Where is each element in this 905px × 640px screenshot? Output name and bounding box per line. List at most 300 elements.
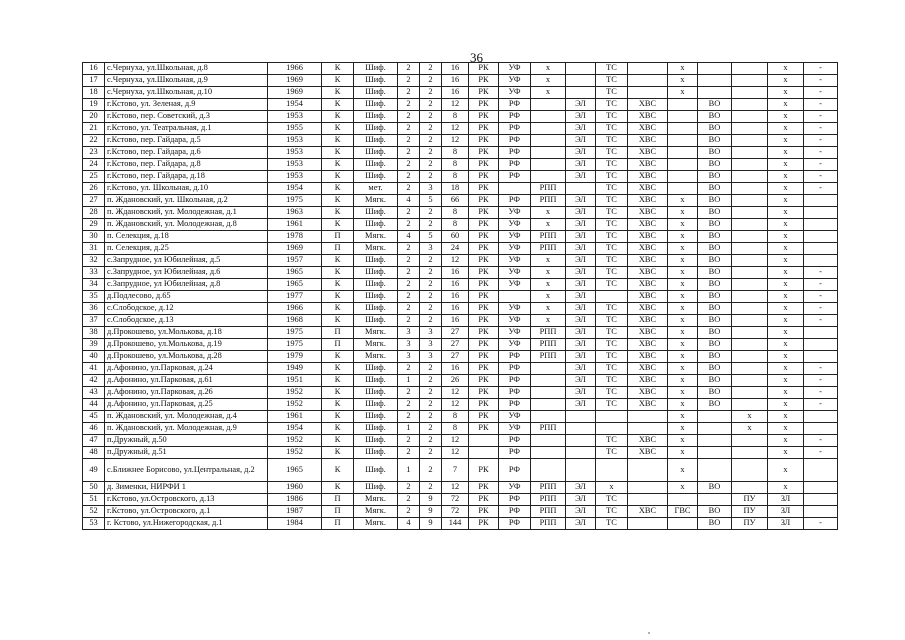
cell-col-gvs-x: х <box>668 207 698 219</box>
cell-col-zl: х <box>768 87 804 99</box>
cell-floors: 2 <box>420 99 442 111</box>
cell-col-facade: УФ <box>499 219 531 231</box>
cell-address: с.Запрудное, ул Юбилейная, д.8 <box>105 279 268 291</box>
cell-entrances: 2 <box>398 482 420 494</box>
cell-year-built: 1953 <box>268 159 322 171</box>
cell-wall-material: К <box>322 159 354 171</box>
cell-col-rpp <box>531 375 566 387</box>
cell-address: г. Кстово, ул.Нижегородская, д.1 <box>105 518 268 530</box>
cell-wall-material: К <box>322 195 354 207</box>
cell-year-built: 1968 <box>268 315 322 327</box>
cell-address: г.Кстово, ул. Зеленая, д.9 <box>105 99 268 111</box>
cell-col-ts: ТС <box>596 351 628 363</box>
cell-row-number: 26 <box>83 183 105 195</box>
table-row <box>83 435 838 447</box>
cell-col-pu <box>732 327 768 339</box>
cell-col-rpp: х <box>531 291 566 303</box>
cell-roof-type: Шиф. <box>354 459 398 482</box>
cell-col-el: ЭЛ <box>566 147 596 159</box>
cell-year-built: 1969 <box>268 87 322 99</box>
table-row <box>83 231 838 243</box>
cell-col-rk: РК <box>469 243 499 255</box>
cell-year-built: 1953 <box>268 147 322 159</box>
cell-col-vo: ВО <box>698 399 732 411</box>
cell-col-facade: РФ <box>499 123 531 135</box>
cell-col-hvs: ХВС <box>628 267 668 279</box>
cell-roof-type: Шиф. <box>354 303 398 315</box>
cell-col-gvs-x: х <box>668 435 698 447</box>
cell-col-el <box>566 63 596 75</box>
cell-apartments: 8 <box>442 423 469 435</box>
cell-col-pu <box>732 75 768 87</box>
cell-row-number: 27 <box>83 195 105 207</box>
cell-col-hvs: ХВС <box>628 327 668 339</box>
cell-col-vo: ВО <box>698 135 732 147</box>
cell-col-rpp <box>531 363 566 375</box>
cell-col-facade <box>499 291 531 303</box>
cell-col-ts: ТС <box>596 63 628 75</box>
cell-col-zl: х <box>768 183 804 195</box>
cell-apartments: 12 <box>442 387 469 399</box>
cell-entrances: 2 <box>398 435 420 447</box>
cell-col-ts: ТС <box>596 279 628 291</box>
cell-row-number: 18 <box>83 87 105 99</box>
cell-col-rpp: РПП <box>531 327 566 339</box>
cell-col-el: ЭЛ <box>566 291 596 303</box>
cell-col-ts: ТС <box>596 518 628 530</box>
cell-entrances: 2 <box>398 494 420 506</box>
cell-row-number: 29 <box>83 219 105 231</box>
cell-roof-type: Мягк. <box>354 195 398 207</box>
cell-address: д.Афонино, ул.Парковая, д.25 <box>105 399 268 411</box>
cell-address: г.Кстово, пер. Советский, д.3 <box>105 111 268 123</box>
cell-col-ts: ТС <box>596 147 628 159</box>
cell-col-facade: УФ <box>499 327 531 339</box>
cell-col-rpp: х <box>531 87 566 99</box>
cell-roof-type: Шиф. <box>354 387 398 399</box>
cell-wall-material: К <box>322 99 354 111</box>
table-body <box>83 63 838 530</box>
cell-col-ts: ТС <box>596 435 628 447</box>
cell-col-vo <box>698 423 732 435</box>
cell-col-zl: х <box>768 99 804 111</box>
cell-col-hvs: ХВС <box>628 159 668 171</box>
cell-apartments: 60 <box>442 231 469 243</box>
cell-col-hvs: ХВС <box>628 183 668 195</box>
cell-col-zl: х <box>768 339 804 351</box>
cell-col-pu: ПУ <box>732 494 768 506</box>
table-row <box>83 87 838 99</box>
cell-row-number: 48 <box>83 447 105 459</box>
cell-year-built: 1961 <box>268 219 322 231</box>
cell-col-dash: - <box>804 99 838 111</box>
table-row <box>83 339 838 351</box>
cell-col-zl: х <box>768 147 804 159</box>
cell-col-dash <box>804 411 838 423</box>
cell-apartments: 144 <box>442 518 469 530</box>
cell-col-el: ЭЛ <box>566 482 596 494</box>
cell-address: г.Кстово, пер. Гайдара, д.18 <box>105 171 268 183</box>
cell-floors: 2 <box>420 267 442 279</box>
cell-col-rpp <box>531 399 566 411</box>
cell-col-hvs: ХВС <box>628 303 668 315</box>
cell-col-el: ЭЛ <box>566 303 596 315</box>
cell-col-ts <box>596 459 628 482</box>
cell-apartments: 27 <box>442 327 469 339</box>
cell-address: д. Зименки, НИРФИ 1 <box>105 482 268 494</box>
cell-row-number: 31 <box>83 243 105 255</box>
cell-col-rpp: РПП <box>531 351 566 363</box>
table-row <box>83 351 838 363</box>
cell-year-built: 1965 <box>268 279 322 291</box>
cell-col-gvs-x: х <box>668 63 698 75</box>
cell-col-dash: - <box>804 123 838 135</box>
table-row <box>83 494 838 506</box>
cell-col-rpp <box>531 411 566 423</box>
cell-col-facade: РФ <box>499 195 531 207</box>
table-row <box>83 147 838 159</box>
cell-apartments: 66 <box>442 195 469 207</box>
cell-col-zl: х <box>768 135 804 147</box>
cell-apartments: 16 <box>442 63 469 75</box>
cell-col-hvs: ХВС <box>628 315 668 327</box>
cell-row-number: 37 <box>83 315 105 327</box>
cell-roof-type: Мягк. <box>354 231 398 243</box>
cell-col-dash <box>804 327 838 339</box>
cell-col-rpp <box>531 147 566 159</box>
cell-col-rpp: х <box>531 279 566 291</box>
cell-roof-type: Мягк. <box>354 518 398 530</box>
cell-col-rpp: РПП <box>531 231 566 243</box>
table-row <box>83 375 838 387</box>
cell-year-built: 1952 <box>268 399 322 411</box>
cell-col-ts: ТС <box>596 159 628 171</box>
cell-col-gvs-x: х <box>668 351 698 363</box>
cell-address: п.Дружный, д.51 <box>105 447 268 459</box>
table-row <box>83 123 838 135</box>
cell-entrances: 2 <box>398 159 420 171</box>
cell-col-dash <box>804 423 838 435</box>
cell-col-vo: ВО <box>698 147 732 159</box>
cell-col-zl: х <box>768 375 804 387</box>
cell-row-number: 23 <box>83 147 105 159</box>
cell-col-pu <box>732 63 768 75</box>
cell-address: г.Кстово, ул. Школьная, д.10 <box>105 183 268 195</box>
cell-col-hvs: ХВС <box>628 147 668 159</box>
cell-roof-type: Шиф. <box>354 435 398 447</box>
cell-col-ts: ТС <box>596 111 628 123</box>
cell-col-zl: х <box>768 411 804 423</box>
cell-address: с.Слободское, д.13 <box>105 315 268 327</box>
cell-floors: 9 <box>420 506 442 518</box>
cell-col-facade: УФ <box>499 315 531 327</box>
cell-col-facade: РФ <box>499 147 531 159</box>
cell-entrances: 2 <box>398 99 420 111</box>
cell-col-rpp <box>531 459 566 482</box>
cell-roof-type: Шиф. <box>354 171 398 183</box>
cell-col-facade: РФ <box>499 435 531 447</box>
cell-col-hvs <box>628 423 668 435</box>
cell-col-vo: ВО <box>698 219 732 231</box>
cell-col-pu <box>732 482 768 494</box>
cell-col-vo: ВО <box>698 387 732 399</box>
cell-floors: 2 <box>420 123 442 135</box>
cell-col-rk: РК <box>469 279 499 291</box>
cell-col-rk: РК <box>469 267 499 279</box>
cell-col-ts: ТС <box>596 123 628 135</box>
cell-year-built: 1952 <box>268 435 322 447</box>
cell-col-hvs: ХВС <box>628 195 668 207</box>
cell-col-facade: РФ <box>499 363 531 375</box>
table-row <box>83 411 838 423</box>
cell-col-zl: х <box>768 219 804 231</box>
cell-col-el <box>566 459 596 482</box>
cell-entrances: 3 <box>398 351 420 363</box>
cell-col-facade: УФ <box>499 231 531 243</box>
cell-col-pu <box>732 207 768 219</box>
cell-col-zl: х <box>768 207 804 219</box>
cell-col-rk <box>469 447 499 459</box>
cell-col-zl: х <box>768 123 804 135</box>
table-row <box>83 279 838 291</box>
cell-col-ts: ТС <box>596 327 628 339</box>
housing-register-table <box>82 62 838 530</box>
cell-col-rk: РК <box>469 147 499 159</box>
cell-col-pu <box>732 135 768 147</box>
cell-col-hvs: ХВС <box>628 435 668 447</box>
cell-col-zl: ЗЛ <box>768 518 804 530</box>
cell-row-number: 40 <box>83 351 105 363</box>
cell-roof-type: Шиф. <box>354 399 398 411</box>
cell-entrances: 2 <box>398 87 420 99</box>
cell-col-vo: ВО <box>698 183 732 195</box>
cell-col-gvs-x: х <box>668 303 698 315</box>
cell-floors: 2 <box>420 482 442 494</box>
cell-col-dash: - <box>804 159 838 171</box>
cell-col-pu: х <box>732 411 768 423</box>
cell-address: г.Кстово, ул. Театральная, д.1 <box>105 123 268 135</box>
cell-apartments: 27 <box>442 351 469 363</box>
cell-col-el: ЭЛ <box>566 279 596 291</box>
cell-apartments: 18 <box>442 183 469 195</box>
cell-wall-material: П <box>322 327 354 339</box>
cell-col-zl: х <box>768 255 804 267</box>
cell-row-number: 49 <box>83 459 105 482</box>
cell-year-built: 1952 <box>268 447 322 459</box>
cell-address: с.Ближнее Борисово, ул.Центральная, д.2 <box>105 459 268 482</box>
cell-col-dash: - <box>804 63 838 75</box>
cell-wall-material: К <box>322 351 354 363</box>
cell-floors: 3 <box>420 351 442 363</box>
cell-col-hvs: ХВС <box>628 255 668 267</box>
cell-col-dash <box>804 243 838 255</box>
cell-entrances: 2 <box>398 171 420 183</box>
cell-col-rk: РК <box>469 207 499 219</box>
cell-roof-type: мет. <box>354 183 398 195</box>
cell-col-el: ЭЛ <box>566 243 596 255</box>
cell-year-built: 1975 <box>268 327 322 339</box>
cell-roof-type: Шиф. <box>354 147 398 159</box>
cell-col-gvs-x <box>668 159 698 171</box>
cell-col-dash <box>804 506 838 518</box>
cell-col-pu <box>732 291 768 303</box>
cell-roof-type: Мягк. <box>354 339 398 351</box>
cell-wall-material: К <box>322 207 354 219</box>
cell-row-number: 39 <box>83 339 105 351</box>
cell-col-facade: РФ <box>499 447 531 459</box>
cell-col-facade: РФ <box>499 518 531 530</box>
cell-col-rk: РК <box>469 339 499 351</box>
cell-row-number: 44 <box>83 399 105 411</box>
cell-address: д.Прокошево, ул.Молькова, д.28 <box>105 351 268 363</box>
cell-col-hvs: ХВС <box>628 339 668 351</box>
cell-roof-type: Шиф. <box>354 123 398 135</box>
cell-year-built: 1953 <box>268 171 322 183</box>
cell-col-gvs-x: х <box>668 75 698 87</box>
cell-col-el: ЭЛ <box>566 399 596 411</box>
cell-col-zl: х <box>768 363 804 375</box>
cell-col-zl: х <box>768 435 804 447</box>
cell-year-built: 1949 <box>268 363 322 375</box>
cell-col-rpp <box>531 123 566 135</box>
cell-year-built: 1965 <box>268 267 322 279</box>
cell-col-vo: ВО <box>698 518 732 530</box>
cell-col-rk: РК <box>469 363 499 375</box>
cell-apartments: 27 <box>442 339 469 351</box>
cell-col-pu <box>732 435 768 447</box>
cell-col-rk: РК <box>469 195 499 207</box>
cell-address: г.Кстово, пер. Гайдара, д.6 <box>105 147 268 159</box>
cell-col-pu <box>732 99 768 111</box>
cell-wall-material: П <box>322 506 354 518</box>
cell-col-zl: х <box>768 423 804 435</box>
cell-col-ts: ТС <box>596 506 628 518</box>
cell-col-dash <box>804 482 838 494</box>
cell-roof-type: Шиф. <box>354 99 398 111</box>
table-row <box>83 363 838 375</box>
cell-roof-type: Шиф. <box>354 75 398 87</box>
cell-roof-type: Шиф. <box>354 87 398 99</box>
cell-apartments: 16 <box>442 279 469 291</box>
table-row <box>83 159 838 171</box>
cell-col-facade: РФ <box>499 111 531 123</box>
cell-col-facade: РФ <box>499 351 531 363</box>
cell-col-hvs: ХВС <box>628 291 668 303</box>
cell-row-number: 19 <box>83 99 105 111</box>
cell-col-rk: РК <box>469 159 499 171</box>
cell-col-el: ЭЛ <box>566 123 596 135</box>
cell-col-ts: ТС <box>596 387 628 399</box>
cell-address: г.Кстово, пер. Гайдара, д.8 <box>105 159 268 171</box>
cell-col-el <box>566 435 596 447</box>
cell-col-el: ЭЛ <box>566 363 596 375</box>
table-row <box>83 267 838 279</box>
cell-col-vo: ВО <box>698 123 732 135</box>
cell-col-pu <box>732 303 768 315</box>
cell-col-dash: - <box>804 75 838 87</box>
cell-col-rpp: РПП <box>531 494 566 506</box>
cell-row-number: 45 <box>83 411 105 423</box>
cell-col-el: ЭЛ <box>566 195 596 207</box>
cell-roof-type: Мягк. <box>354 506 398 518</box>
cell-year-built: 1963 <box>268 207 322 219</box>
cell-apartments: 16 <box>442 87 469 99</box>
cell-col-vo: ВО <box>698 243 732 255</box>
cell-year-built: 1957 <box>268 255 322 267</box>
cell-year-built: 1979 <box>268 351 322 363</box>
cell-apartments: 12 <box>442 435 469 447</box>
cell-col-dash: - <box>804 387 838 399</box>
cell-wall-material: К <box>322 171 354 183</box>
cell-row-number: 43 <box>83 387 105 399</box>
cell-col-hvs: ХВС <box>628 111 668 123</box>
cell-col-el: ЭЛ <box>566 111 596 123</box>
cell-col-vo: ВО <box>698 195 732 207</box>
cell-col-facade: УФ <box>499 482 531 494</box>
cell-col-rpp <box>531 99 566 111</box>
cell-floors: 2 <box>420 171 442 183</box>
cell-col-pu <box>732 171 768 183</box>
cell-row-number: 51 <box>83 494 105 506</box>
cell-entrances: 2 <box>398 135 420 147</box>
cell-wall-material: П <box>322 494 354 506</box>
cell-col-ts: ТС <box>596 99 628 111</box>
cell-col-zl: х <box>768 327 804 339</box>
cell-wall-material: К <box>322 183 354 195</box>
cell-address: с.Чернуха, ул.Школьная, д.10 <box>105 87 268 99</box>
cell-col-hvs: ХВС <box>628 506 668 518</box>
cell-floors: 3 <box>420 327 442 339</box>
cell-col-gvs-x: х <box>668 231 698 243</box>
table-row <box>83 459 838 482</box>
cell-col-el <box>566 75 596 87</box>
cell-floors: 2 <box>420 315 442 327</box>
cell-col-facade: РФ <box>499 135 531 147</box>
cell-col-el: ЭЛ <box>566 171 596 183</box>
cell-col-zl: х <box>768 63 804 75</box>
cell-col-vo: ВО <box>698 99 732 111</box>
cell-col-facade: УФ <box>499 279 531 291</box>
cell-col-ts: ТС <box>596 87 628 99</box>
cell-col-pu <box>732 159 768 171</box>
cell-col-hvs <box>628 459 668 482</box>
cell-col-hvs: ХВС <box>628 351 668 363</box>
cell-col-rk: РК <box>469 219 499 231</box>
cell-address: с.Чернуха, ул.Школьная, д.8 <box>105 63 268 75</box>
cell-col-ts: ТС <box>596 363 628 375</box>
cell-col-dash <box>804 207 838 219</box>
cell-col-zl: х <box>768 171 804 183</box>
table-row <box>83 447 838 459</box>
cell-entrances: 1 <box>398 459 420 482</box>
cell-col-zl: х <box>768 482 804 494</box>
cell-col-el: ЭЛ <box>566 518 596 530</box>
cell-row-number: 42 <box>83 375 105 387</box>
cell-roof-type: Шиф. <box>354 315 398 327</box>
cell-col-ts: ТС <box>596 447 628 459</box>
cell-row-number: 16 <box>83 63 105 75</box>
cell-col-hvs: ХВС <box>628 135 668 147</box>
cell-entrances: 2 <box>398 315 420 327</box>
cell-col-vo: ВО <box>698 506 732 518</box>
cell-col-pu <box>732 219 768 231</box>
cell-col-facade: УФ <box>499 75 531 87</box>
cell-year-built: 1951 <box>268 375 322 387</box>
cell-col-facade: УФ <box>499 339 531 351</box>
cell-col-vo: ВО <box>698 351 732 363</box>
cell-col-el: ЭЛ <box>566 387 596 399</box>
cell-col-pu <box>732 147 768 159</box>
